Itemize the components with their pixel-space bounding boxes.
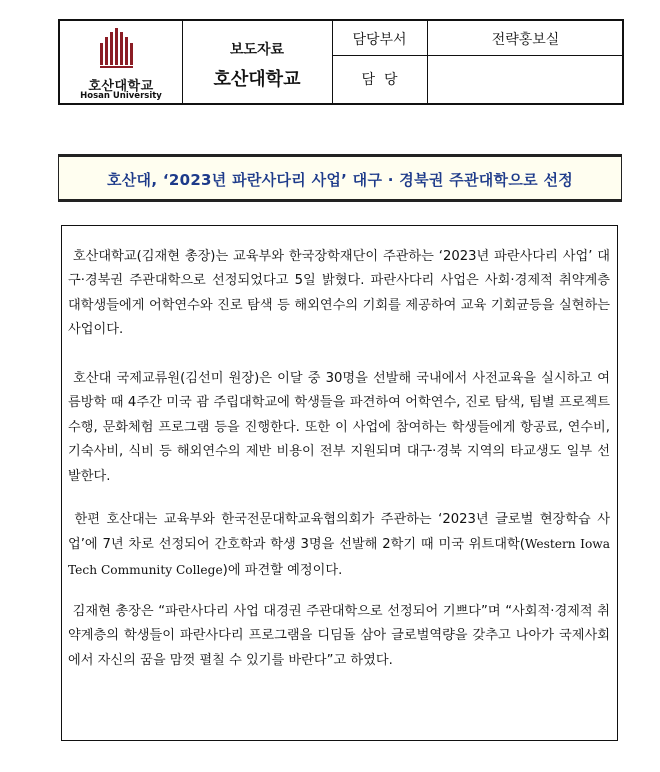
press-header-table (58, 19, 624, 105)
paragraph-text: 호산대 국제교류원(김선미 원장)은 이달 중 30명을 선발해 국내에서 사전교육을 실시하고 여름방학 때 4주간 미국 괌 주립대학교에 학생들을 파견하여 어학연수, 진로 탐색, 팀별 프로젝트 수행, 문화체험 프로그램 등을 진행한다. 또한 이 사업에 참여하는 학생들에게 항공료, 연수비, 기숙사비, 식비 등 해외연수의 제반 비용이 전부 지원되며 대구·경북 지역의 타교생도 일부 선발한다. (68, 371, 610, 484)
press-release-label: 보도자료 (229, 42, 285, 58)
divider (332, 55, 622, 56)
headline-title: 호산대, ‘2023년 파란사다리 사업’ 대구 · 경북권 주관대학으로 선정 (106, 171, 574, 189)
department-value: 전략홍보실 (491, 32, 560, 48)
contact-label: 담 당 (361, 72, 398, 88)
press-release-cell (182, 21, 332, 103)
press-university-name: 호산대학교 (213, 69, 301, 90)
article-paragraph (68, 367, 610, 489)
paragraph-text: 호산대학교(김재현 총장)는 교육부와 한국장학재단이 주관하는 ‘2023년 파란사다리 사업’ 대구·경북권 주관대학으로 선정되었다고 5일 밝혔다. 파란사다리 사업은 사회·경제적 취약계층 대학생들에게 어학연수와 진로 탐색 등 해외연수의 기회를 제공하여 교육 기회균등을 실현하는 사업이다. (68, 249, 610, 338)
logo-korean-name: 호산대학교 (88, 79, 154, 94)
paragraph-text: 한편 호산대는 교육부와 한국전문대학교육협의회가 주관하는 ‘2023년 글로벌 현장학습 사업’에 7년 차로 선정되어 간호학과 학생 3명을 선발해 2학기 때 미국 위트대학( (68, 512, 611, 553)
university-emblem-icon (98, 27, 138, 69)
college-english-name: Western Iowa Tech Community College (68, 537, 610, 577)
paragraph-text: 김재현 총장은 “파란사다리 사업 대경권 주관대학으로 선정되어 기쁘다”며 “사회적·경제적 취약계층의 학생들이 파란사다리 프로그램을 디딤돌 삼아 글로벌역량을 갖추고 나아가 국제사회에서 자신의 꿈을 맘껏 펼칠 수 있기를 바란다”고 하였다. (68, 604, 610, 668)
article-paragraph (68, 508, 610, 583)
department-label: 담당부서 (352, 32, 407, 48)
article-paragraph (68, 245, 610, 343)
paragraph-text: )에 파견할 예정이다. (222, 562, 343, 578)
article-paragraph (68, 600, 610, 673)
logo-english-name: Hosan University (80, 91, 162, 101)
headline-banner (58, 154, 622, 202)
university-logo (60, 21, 182, 103)
